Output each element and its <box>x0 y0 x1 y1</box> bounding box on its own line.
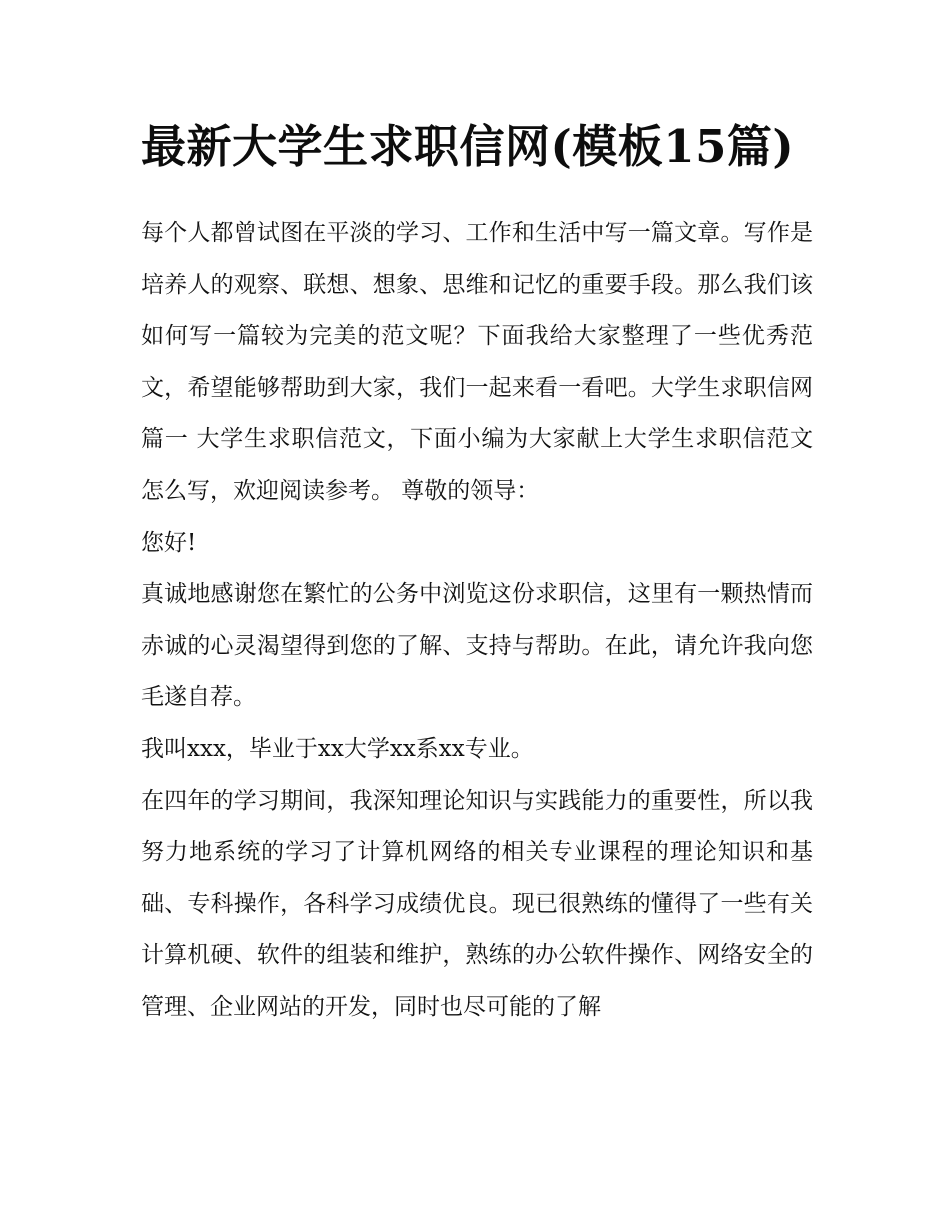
document-body <box>141 108 813 1034</box>
paragraph-greeting: 您好! <box>141 529 197 556</box>
paragraph-intro: 每个人都曾试图在平淡的学习、工作和生活中写一篇文章。写作是培养人的观察、联想、想象、思维和记忆的重要手段。那么我们该如何写一篇较为完美的范文呢？下面我给大家整理了一些优秀范文，希望能够帮助到大家，我们一起来看一看吧。大学生求职信网篇一 大学生求职信范文，下面小编为大家献上大学生求职信范文怎么写，欢迎阅读参考。 尊敬的领导： <box>141 220 813 504</box>
document-title: 最新大学生求职信网(模板15篇) <box>141 120 795 173</box>
paragraph-study-experience: 在四年的学习期间，我深知理论知识与实践能力的重要性，所以我努力地系统的学习了计算机网络的相关专业课程的理论知识和基础、专科操作，各科学习成绩优良。现已很熟练的懂得了一些有关计算机硬、软件的组装和维护，熟练的办公软件操作、网络安全的管理、企业网站的开发，同时也尽可能的了解 <box>141 787 813 1020</box>
paragraph-self-introduction: 我叫xxx，毕业于xx大学xx系xx专业。 <box>141 735 534 762</box>
paragraph-thanks: 真诚地感谢您在繁忙的公务中浏览这份求职信，这里有一颗热情而赤诚的心灵渴望得到您的了解、支持与帮助。在此，请允许我向您毛遂自荐。 <box>141 581 813 711</box>
